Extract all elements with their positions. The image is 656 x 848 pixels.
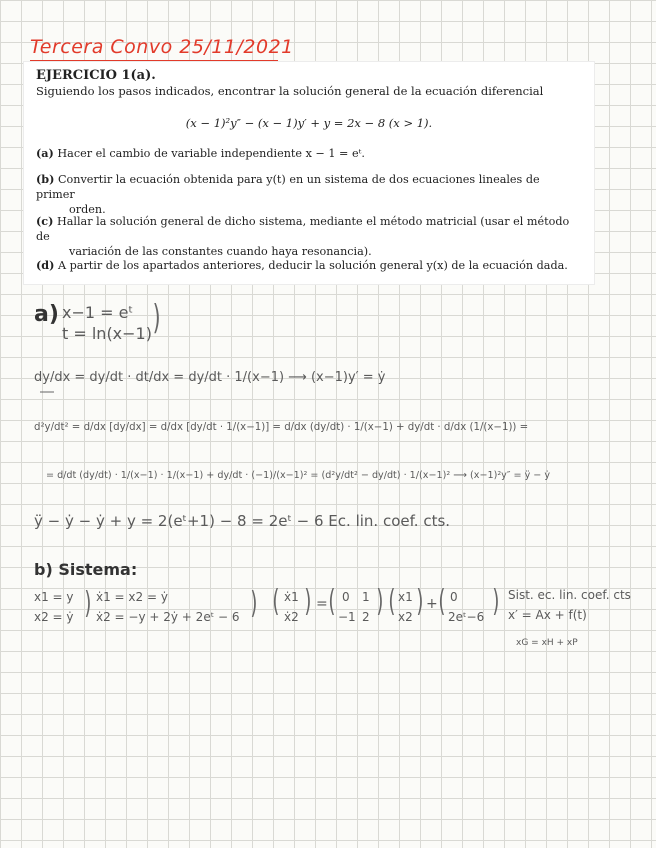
page-title: Tercera Convo 25/11/2021 <box>30 36 294 58</box>
item-text: Hacer el cambio de variable independiente x − 1 = eᵗ. <box>57 147 365 160</box>
item-text: A partir de los apartados anteriores, deducir la solución general y(x) de la ecuación dada. <box>57 259 568 272</box>
item-label: (c) <box>36 214 54 228</box>
matrix-paren-open: ( <box>272 584 280 619</box>
matrix-x-paren-close: ) <box>416 584 424 619</box>
matrix-a-11: 0 <box>342 590 350 604</box>
item-text: Hallar la solución general de dicho sistema, mediante el método matricial (usar el método de <box>36 215 570 243</box>
exercise-equation: (x − 1)²y″ − (x − 1)y′ + y = 2x − 8 (x > 1). <box>185 116 433 130</box>
exercise-intro: Siguiendo los pasos indicados, encontrar la solución general de la ecuación diferencial <box>36 84 544 98</box>
item-text-cont: variación de las constantes cuando haya resonancia). <box>69 245 372 258</box>
part-a-label: a) <box>34 302 59 327</box>
matrix-a-21: −1 <box>338 610 356 624</box>
derivative-line-2: d²y/dt² = d/dx [dy/dx] = d/dx [dy/dt · 1/(x−1)] = d/dx (dy/dt) · 1/(x−1) + dy/dt · d/dx (1/(x−1)) = <box>34 422 529 433</box>
item-text-cont: orden. <box>69 203 106 216</box>
matrix-f-1: 0 <box>450 590 458 604</box>
sub-paren: ) <box>84 586 92 621</box>
matrix-f-paren-open: ( <box>438 584 446 619</box>
matrix-a-12: 1 <box>362 590 370 604</box>
matrix-a-paren-open: ( <box>328 584 336 619</box>
system-sub-1: x1 = y <box>34 590 74 604</box>
item-label: (b) <box>36 172 55 186</box>
substitution-line-2: t = ln(x−1) <box>62 324 152 343</box>
system-eq-1: ẋ1 = x2 = ẏ <box>96 590 168 604</box>
matrix-x-2: x2 <box>398 610 413 624</box>
matrix-x-1: x1 <box>398 590 413 604</box>
system-paren: ) <box>250 586 258 621</box>
ode-line: ÿ − ẏ − ẏ + y = 2(eᵗ+1) − 8 = 2eᵗ − 6 Ec. lin. coef. cts. <box>34 512 451 530</box>
item-label: (d) <box>36 258 55 272</box>
note-system-form: x′ = Ax + f(t) <box>508 608 587 622</box>
system-sub-2: x2 = ẏ <box>34 610 74 624</box>
brace-paren: ) <box>152 298 161 338</box>
matrix-a-paren-close: ) <box>376 584 384 619</box>
substitution-line-1: x−1 = eᵗ <box>62 303 134 322</box>
matrix-paren-close: ) <box>304 584 312 619</box>
item-text: Convertir la ecuación obtenida para y(t) en un sistema de dos ecuaciones lineales de primer <box>36 173 540 201</box>
matrix-a-22: 2 <box>362 610 370 624</box>
plus-sign: + <box>426 596 438 612</box>
equals-sign: = <box>316 596 328 612</box>
derivative-line-3: = d/dt (dy/dt) · 1/(x−1) · 1/(x−1) + dy/dt · (−1)/(x−1)² = (d²y/dt² − dy/dt) · 1/(x−1)² ⟶ (x−1)²y″ = ÿ − ẏ <box>46 470 551 481</box>
matrix-lhs-1: ẋ1 <box>284 590 299 604</box>
system-eq-2: ẋ2 = −y + 2ẏ + 2eᵗ − 6 <box>96 610 240 624</box>
note-system-type: Sist. ec. lin. coef. cts <box>508 588 631 602</box>
matrix-f-paren-close: ) <box>492 584 500 619</box>
note-general-solution: xG = xH + xP <box>516 638 578 648</box>
exercise-title: EJERCICIO 1(a). <box>36 68 156 83</box>
matrix-f-2: 2eᵗ−6 <box>448 610 485 624</box>
derivative-line-1: dy/dx = dy/dt · dt/dx = dy/dt · 1/(x−1) ⟶ (x−1)y′ = ẏ <box>34 370 386 385</box>
item-label: (a) <box>36 146 54 160</box>
part-b-label: b) Sistema: <box>34 560 138 579</box>
matrix-lhs-2: ẋ2 <box>284 610 299 624</box>
matrix-x-paren-open: ( <box>388 584 396 619</box>
